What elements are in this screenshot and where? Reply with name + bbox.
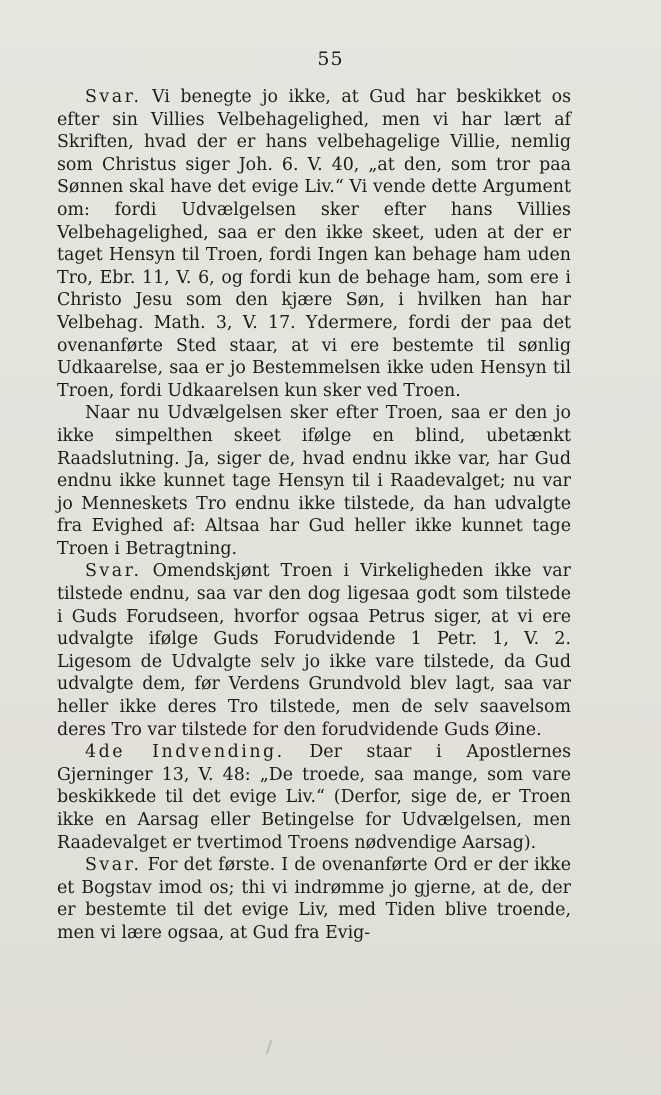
paragraph-lead: Svar. [85,561,142,582]
page-number: 55 [317,48,344,70]
body-text [57,86,571,945]
paragraph-text: Der staar i Apostlernes Gjerninger 13, V. 48: „De troede, saa mange, som vare beskikkede til det evige Liv.“ (Derfor, sige de, er Troen ikke en Aarsag eller Betingelse for Udvælgelsen, men Raadevalget er tvertimod Troens nødvendige Aarsag). [57,742,571,853]
paragraph-text: Vi benegte jo ikke, at Gud har beskikket os efter sin Villies Velbehagelighed, men vi har lært af Skriften, hvad der er hans velbehagelige Villie, nemlig som Christus siger Joh. 6. V. 40, „at den, som tror paa Sønnen skal have det evige Liv.“ Vi vende dette Argument om: fordi Udvælgelsen sker efter hans Villies Velbehagelighed, saa er den ikke skeet, uden at der er taget Hensyn til Troen, fordi Ingen kan behage ham uden Tro, Ebr. 11, V. 6, og fordi kun de behage ham, som ere i Christo Jesu som den kjære Søn, i hvilken han har Velbehag. Math. 3, V. 17. Ydermere, fordi der paa det ovenanførte Sted staar, at vi ere bestemte til sønlig Udkaarelse, saa er jo Bestemmelsen ikke uden Hensyn til Troen, fordi Udkaarelsen kun sker ved Troen. [57,87,571,401]
paragraph-text: Naar nu Udvælgelsen sker efter Troen, saa er den jo ikke simpelthen skeet ifølge en blind, ubetænkt Raadslutning. Ja, siger de, hvad endnu ikke var, har Gud endnu ikke kunnet tage Hensyn til i Raadevalget; nu var jo Menneskets Tro endnu ikke tilstede, da han udvalgte fra Evighed af: Altsaa har Gud heller ikke kunnet tage Troen i Betragtning. [57,403,571,559]
paragraph [57,741,571,854]
paragraph [57,560,571,741]
paragraph [57,854,571,944]
paragraph-text: For det første. I de ovenanførte Ord er der ikke et Bogstav imod os; thi vi indrømme jo gjerne, at de, der er bestemte til det evige Liv, med Tiden blive troende, men vi lære ogsaa, at Gud fra Evig- [57,855,571,943]
paragraph-lead: Svar. [85,855,142,876]
paragraph-lead: 4de Indvending. [85,742,285,763]
paragraph-text: Omendskjønt Troen i Virkeligheden ikke var tilstede endnu, saa var den dog ligesaa godt som tilstede i Guds Forudseen, hvorfor ogsaa Petrus siger, at vi ere udvalgte ifølge Guds Forudvidende 1 Petr. 1, V. 2. Ligesom de Udvalgte selv jo ikke vare tilstede, da Gud udvalgte dem, før Verdens Grundvold blev lagt, saa var heller ikke deres Tro tilstede, men de selv saavelsom deres Tro var tilstede for den forudvidende Guds Øine. [57,561,571,740]
paragraph [57,86,571,402]
paragraph [57,402,571,560]
paper-mark [266,1040,272,1054]
paragraph-lead: Svar. [85,87,142,107]
